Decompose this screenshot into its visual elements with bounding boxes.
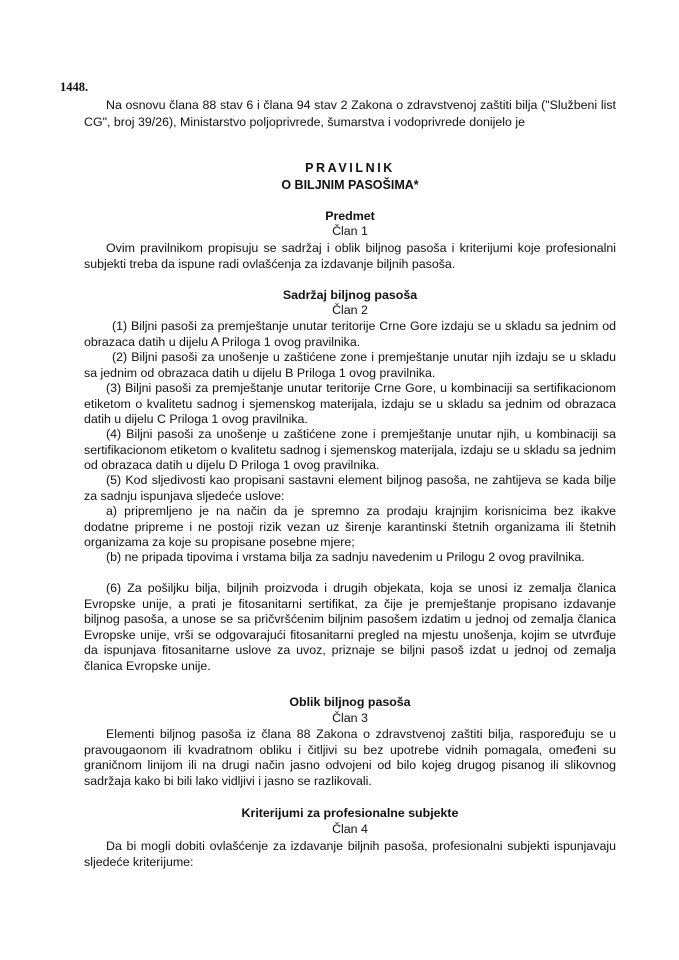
section-heading: Oblik biljnog pasoša	[289, 695, 411, 709]
document-title: PRAVILNIK	[305, 161, 395, 175]
article-paragraph: (2) Biljni pasoši za unošenje u zaštićene zone i premještanje unutar njih izdaju se u skladu sa jednim od obrazaca datih u dijelu B Priloga 1 ovog pravilnika.	[84, 350, 616, 380]
article-paragraph: a) pripremljeno je na način da je spremno za prodaju krajnjim korisnicima bez ikakve dodatne pripreme i ne postoji rizik vezan uz širenje karantinski štetnih organizama ili štetnih organizama za koje su propisane posebne mjere;	[84, 504, 616, 549]
article-number: Član 4	[332, 822, 368, 836]
intro-paragraph	[84, 97, 616, 131]
article-paragraph: (5) Kod sljedivosti kao propisani sastavni element biljnog pasoša, ne zahtijeva se kada bilje za sadnju ispunjava sljedeće uslove:	[84, 473, 616, 503]
section-heading: Predmet	[325, 209, 375, 223]
article-paragraph: Ovim pravilnikom propisuju se sadržaj i oblik biljnog pasoša i kriterijumi koje profesionalni subjekti treba da ispune radi ovlašćenja za izdavanje biljnih pasoša.	[84, 241, 616, 271]
article-paragraph: (1) Biljni pasoši za premještanje unutar teritorije Crne Gore izdaju se u skladu sa jednim od obrazaca datih u dijelu A Priloga 1 ovog pravilnika.	[84, 319, 616, 349]
document-number: 1448.	[60, 80, 89, 94]
article-paragraph: Da bi mogli dobiti ovlašćenje za izdavanje biljnih pasoša, profesionalni subjekti ispunjavaju sljedeće kriterijume:	[84, 839, 616, 869]
article-number: Član 3	[332, 711, 368, 725]
section-heading: Kriterijumi za profesionalne subjekte	[241, 806, 459, 820]
article-paragraph: Elementi biljnog pasoša iz člana 88 Zakona o zdravstvenoj zaštiti bilja, raspoređuju se u pravougaonom ili kvadratnom obliku i čitljivi su bez upotrebe vidnih pomagala, omeđeni su graničnom linijom ili na drugi način jasno odvojeni od bilo kojeg drugog pisanog ili slikovnog sadržaja kako bi bili lako vidljivi i jasno se razlikovali.	[84, 727, 616, 788]
article-paragraph: (4) Biljni pasoši za unošenje u zaštićene zone i premještanje unutar njih, u kombinaciji sa sertifikacionom etiketom o kvalitetu sadnog i sjemenskog materijala, izdaju se u skladu sa jednim od obrazaca datih u dijelu D Priloga 1 ovog pravilnika.	[84, 427, 616, 472]
article-number: Član 1	[332, 224, 368, 238]
document-subtitle: O BILJNIM PASOŠIMA*	[281, 178, 419, 192]
section-heading: Sadržaj biljnog pasoša	[282, 288, 418, 302]
article-number: Član 2	[332, 303, 368, 317]
article-paragraph: (3) Biljni pasoši za premještanje unutar teritorije Crne Gore, u kombinaciji sa sertifikacionom etiketom o kvalitetu sadnog i sjemenskog materijala, izdaju se u skladu sa jednim od obrazaca datih u dijelu C Priloga 1 ovog pravilnika.	[84, 381, 616, 426]
intro-text: Na osnovu člana 88 stav 6 i člana 94 stav 2 Zakona o zdravstvenoj zaštiti bilja ("Službeni list CG", broj 39/26), Ministarstvo poljoprivrede, šumarstva i vodoprivrede donijelo je	[84, 98, 616, 129]
article-paragraph: (b) ne pripada tipovima i vrstama bilja za sadnju navedenim u Prilogu 2 ovog pravilnika.	[106, 550, 585, 564]
article-paragraph: (6) Za pošiljku bilja, biljnih proizvoda i drugih objekata, koja se unosi iz zemalja članica Evropske unije, a prati je fitosanitarni sertifikat, za čije je premještanje propisano izdavanje biljnog pasoša, a unose se sa pričvršćenim biljnim pasošem izdatim u jednoj od zemalja članica Evropske unije, vrši se odgovarajući fitosanitarni pregled na mjestu unošenja, kojim se utvrđuje da ispunjava fitosanitarne uslove za uvoz, priznaje se biljni pasoš izdat u jednoj od zemalja članica Evropske unije.	[84, 581, 616, 673]
